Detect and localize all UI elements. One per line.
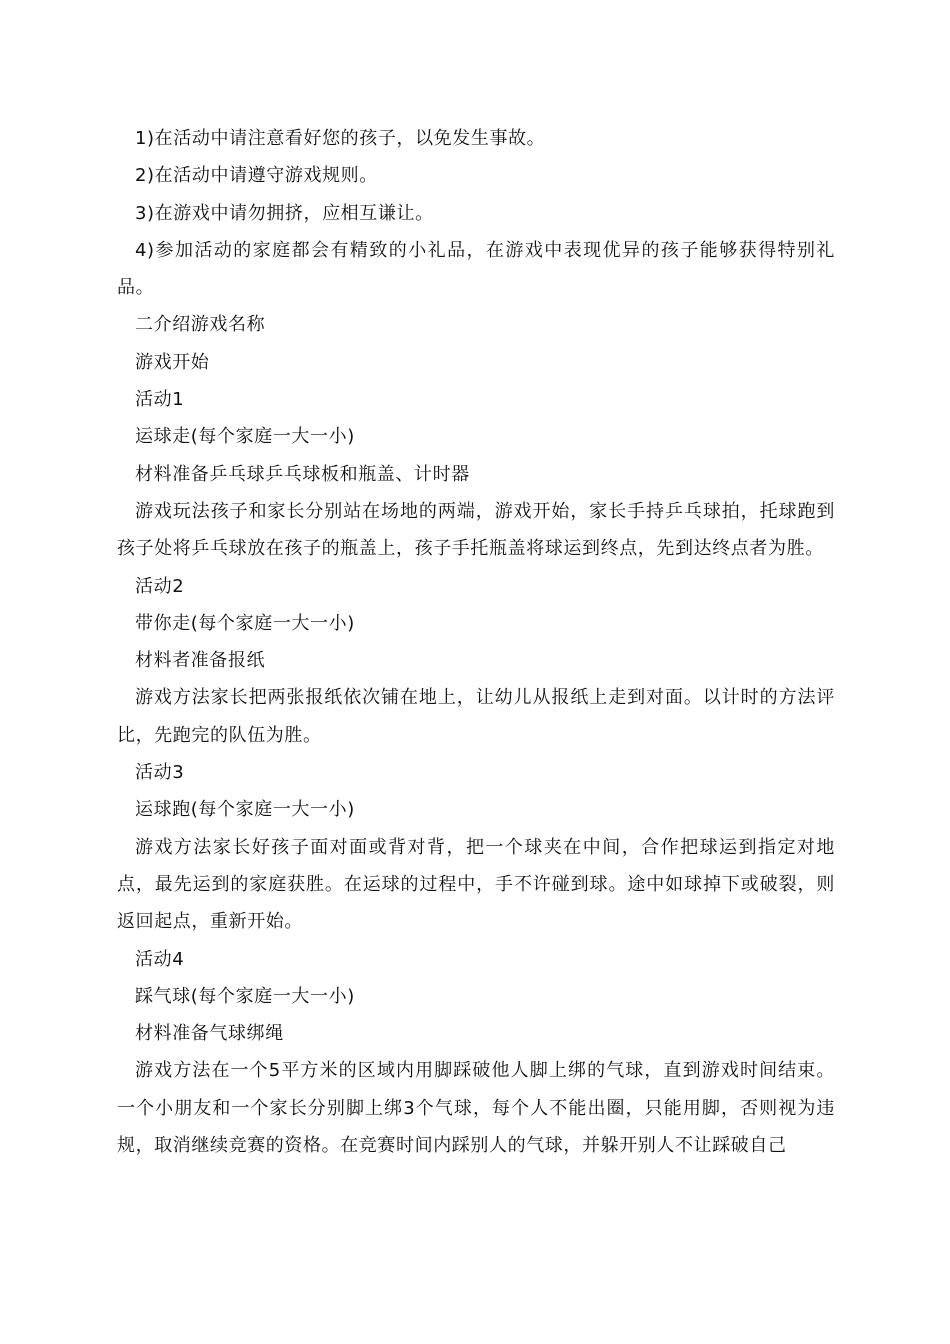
- activity-4-rules: 游戏方法在一个5平方米的区域内用脚踩破他人脚上绑的气球，直到游戏时间结束。一个小朋友和一个家长分别脚上绑3个气球，每个人不能出圈，只能用脚，否则视为违规，取消继续竞赛的资格。在竞赛时间内踩别人的气球，并躲开别人不让踩破自己: [117, 1060, 835, 1157]
- activity-3-name: 运球跑(每个家庭一大一小): [135, 799, 355, 821]
- activity-1-rules: 游戏玩法孩子和家长分别站在场地的两端，游戏开始，家长手持乒乓球拍，托球跑到孩子处将乒乓球放在孩子的瓶盖上，孩子手托瓶盖将球运到终点，先到达终点者为胜。: [117, 500, 835, 560]
- activity-1-materials: 材料准备乒乓球乒乓球板和瓶盖、计时器: [135, 463, 470, 485]
- section-heading-game-names: 二介绍游戏名称: [135, 314, 266, 336]
- activity-4-heading: 活动4: [135, 948, 185, 970]
- notice-item-3: 3)在游戏中请勿拥挤，应相互谦让。: [135, 202, 434, 224]
- notice-item-1: 1)在活动中请注意看好您的孩子，以免发生事故。: [135, 128, 546, 149]
- activity-4-materials: 材料准备气球绑绳: [135, 1023, 284, 1045]
- game-start-label: 游戏开始: [135, 351, 210, 373]
- activity-3-rules: 游戏方法家长好孩子面对面或背对背，把一个球夹在中间，合作把球运到指定对地点，最先运到的家庭获胜。在运球的过程中，手不许碰到球。途中如球掉下或破裂，则返回起点，重新开始。: [117, 836, 835, 933]
- activity-4-name: 踩气球(每个家庭一大一小): [135, 985, 355, 1007]
- activity-1-name: 运球走(每个家庭一大一小): [135, 426, 355, 448]
- activity-2-heading: 活动2: [135, 575, 185, 597]
- document-body: [117, 120, 835, 1164]
- activity-2-name: 带你走(每个家庭一大一小): [135, 612, 355, 634]
- activity-1-heading: 活动1: [135, 389, 185, 411]
- activity-2-rules: 游戏方法家长把两张报纸依次铺在地上，让幼儿从报纸上走到对面。以计时的方法评比，先跑完的队伍为胜。: [117, 687, 835, 746]
- activity-3-heading: 活动3: [135, 762, 185, 784]
- notice-item-2: 2)在活动中请遵守游戏规则。: [135, 165, 378, 187]
- activity-2-materials: 材料者准备报纸: [135, 650, 266, 672]
- notice-item-4: 4)参加活动的家庭都会有精致的小礼品，在游戏中表现优异的孩子能够获得特别礼品。: [117, 239, 835, 299]
